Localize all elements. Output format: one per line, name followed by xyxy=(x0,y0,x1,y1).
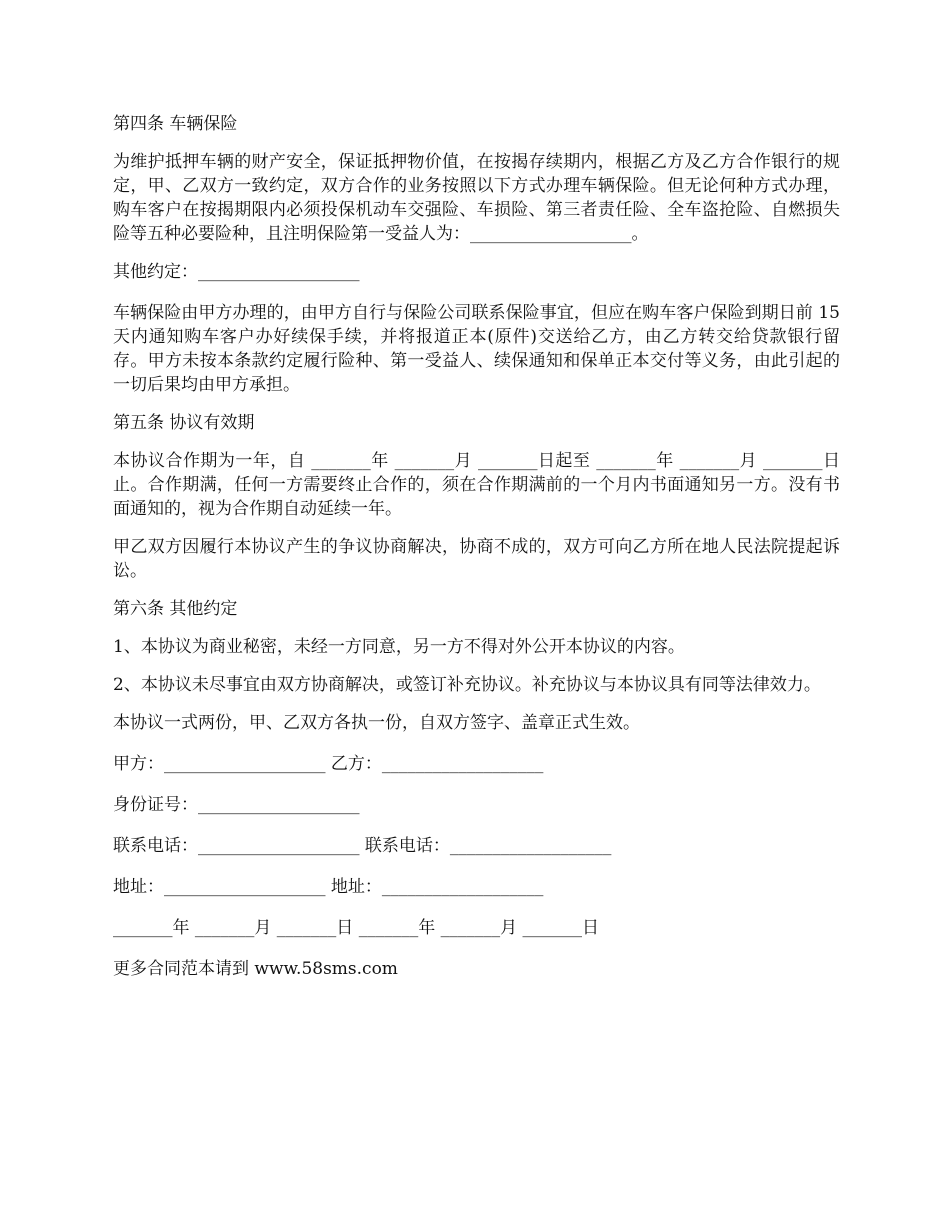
article-6-item-2: 2、本协议未尽事宜由双方协商解决，或签订补充协议。补充协议与本协议具有同等法律效力。 xyxy=(113,675,821,695)
signature-parties-line: 甲方：___________________ 乙方：___________________ xyxy=(113,754,544,774)
article-5-heading: 第五条 协议有效期 xyxy=(113,413,255,433)
article-4-heading: 第四条 车辆保险 xyxy=(113,114,238,134)
footer-more-templates: 更多合同范本请到 www.58sms.com xyxy=(113,959,398,979)
signature-address-line: 地址：___________________ 地址：___________________ xyxy=(113,877,544,897)
signature-date-line: _______年 _______月 _______日 _______年 _______月 _______日 xyxy=(113,918,600,938)
article-5-term-paragraph: 本协议合作期为一年，自 _______年 _______月 _______日起至 _______年 _______月 _______日止。合作期满，任何一方需要终止合作的，须在合作期满前的一个月内书面通知另一方。没有书面通知的，视为合作期自动延续一年。 xyxy=(113,451,840,519)
article-4-other-agreement: 其他约定：___________________ xyxy=(113,262,360,282)
article-6-heading: 第六条 其他约定 xyxy=(113,599,238,619)
article-5-dispute-paragraph: 甲乙双方因履行本协议产生的争议协商解决，协商不成的，双方可向乙方所在地人民法院提起诉讼。 xyxy=(113,537,840,581)
article-4-insurance-handling-paragraph: 车辆保险由甲方办理的，由甲方自行与保险公司联系保险事宜，但应在购车客户保险到期日前 15 天内通知购车客户办好续保手续，并将报道正本(原件)交送给乙方，由乙方转交给贷款银行留存。甲方未按本条款约定履行险种、第一受益人、续保通知和保单正本交付等义务，由此引起的一切后果均由甲方承担。 xyxy=(113,303,840,395)
article-6-item-1: 1、本协议为商业秘密，未经一方同意，另一方不得对外公开本协议的内容。 xyxy=(113,637,685,657)
article-4-insurance-paragraph: 为维护抵押车辆的财产安全，保证抵押物价值，在按揭存续期内，根据乙方及乙方合作银行的规定，甲、乙双方一致约定，双方合作的业务按照以下方式办理车辆保险。但无论何种方式办理，购车客户在按揭期限内必须投保机动车交强险、车损险、第三者责任险、全车盗抢险、自燃损失险等五种必要险种，且注明保险第一受益人为：___________________。 xyxy=(113,152,840,244)
article-6-copies: 本协议一式两份，甲、乙双方各执一份，自双方签字、盖章正式生效。 xyxy=(113,713,640,733)
signature-id-number-line: 身份证号：___________________ xyxy=(113,795,360,815)
signature-phone-line: 联系电话：___________________ 联系电话：___________________ xyxy=(113,836,612,856)
contract-page xyxy=(113,112,840,995)
